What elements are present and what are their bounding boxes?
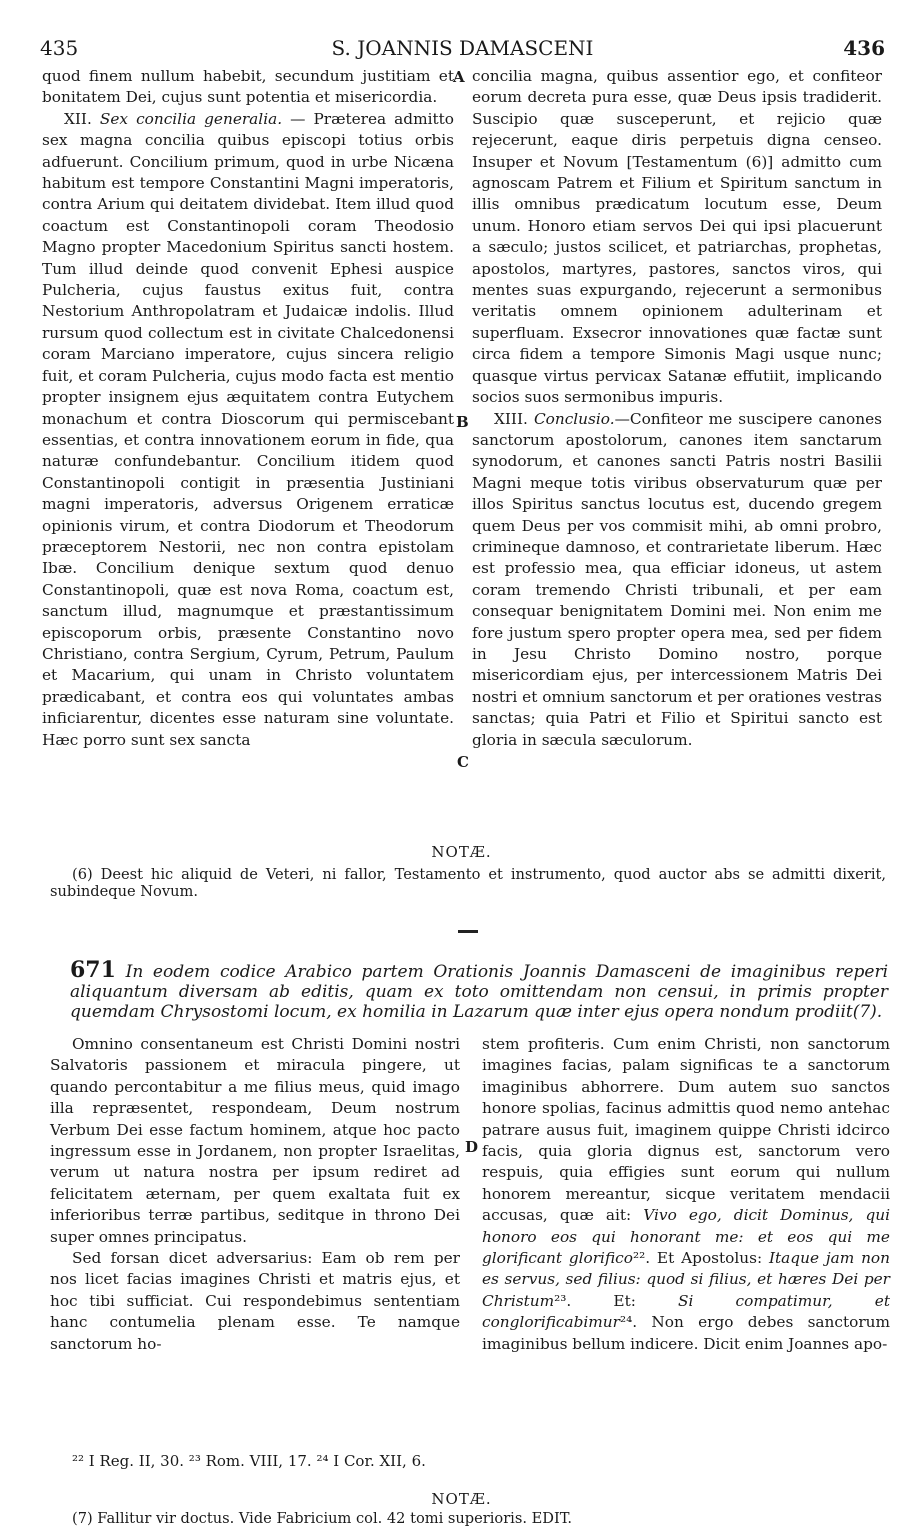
- note-7: [72, 1510, 886, 1527]
- quotation: Itaque jam non es servus, sed filius: quod si filius, et hæres Dei per Christum: [482, 1249, 890, 1310]
- section-heading: Sex concilia generalia.: [99, 109, 283, 128]
- paragraph: [482, 1034, 890, 1355]
- notae-heading: NOTÆ.: [431, 843, 492, 861]
- margin-letter-a: A: [453, 68, 465, 86]
- text-run: ²². Et Apostolus:: [632, 1249, 763, 1268]
- column-number: 671: [70, 957, 116, 983]
- section-label: XIII.: [494, 409, 528, 428]
- quotation: Si compatimur, et conglorificabimur: [482, 1291, 890, 1332]
- text-run: ²³. Et:: [554, 1291, 636, 1310]
- section-text: —Confiteor me suscipere canones sanctorum apostolorum, canones item sanctarum synodorum, et canones sancti Patris nostri Basilii Magni meque totis viribus observaturum quæ per illos Spiritus sanctus locutus est, ducendo gregem quem Deus per vos commisit mihi, ab omni probro, crimineque damnoso, et contrarietate liberum. Hæc est professio mea, qua efficiar idoneus, ut astem coram tremendo Christi tribunali, et per eam consequar benignitatem Domini mei. Non enim me fore justum spero propter opera mea, sed per fidem in Jesu Christo Domino nostro, porque misericordiam ejus, per intercessionem Matris Dei nostri et omnium sanctorum et per orationes vestras sanctas; quia Patri et Filio et Spiritui sancto est gloria in sæcula sæculorum.: [472, 409, 882, 749]
- paragraph-xii: [42, 109, 454, 751]
- note-text: (7) Fallitur vir doctus. Vide Fabricium col. 42 tomi superioris. EDIT.: [72, 1510, 572, 1527]
- section-label: XII.: [64, 109, 92, 128]
- margin-letter-b: B: [456, 413, 469, 431]
- bottom-left-column: [50, 1034, 460, 1355]
- top-left-column: [42, 66, 454, 751]
- quotation: Vivo ego, dicit Dominus, qui honoro eos qui honorant me: et eos qui me glorificant glorifico: [482, 1206, 890, 1268]
- bottom-right-column: [482, 1034, 890, 1355]
- notae-heading: NOTÆ.: [431, 1490, 492, 1508]
- section-text: — Præterea admitto sex magna concilia quibus episcopi totius orbis adfuerunt. Concilium primum, quod in urbe Nicæna habitum est tempore Constantini Magni imperatoris, contra Arium qui deitatem dividebat. Item illud quod coactum est Constantinopoli coram Theodosio Magno propter Macedonium Spiritus sancti hostem. Tum illud deinde quod convenit Ephesi auspice Pulcheria, cujus faustus exitus fuit, contra Nestorium Anthropolatram et Judaicæ indolis. Illud rursum quod collectum est in civitate Chalcedonensi coram Marciano imperatore, cujus sincera religio fuit, et coram Pulcheria, cujus modo facta est mentio propter insignem ejus æquitatem contra Eutychem monachum et contra Dioscorum qui permiscebant essentias, et contra innovationem eorum in fide, qua naturæ confundebantur. Concilium itidem quod Constantinopoli contigit in præsentia Justiniani magni imperatoris, adversus Origenem erraticæ opinionis virum, et contra Diodorum et Theodorum præceptorem Nestorii, nec non contra epistolam Ibæ. Concilium denique sextum quod denuo Constantinopoli, quæ est nova Roma, coactum est, sanctum illud, magnumque et præstantissimum episcoporum orbis, præsente Constantino novo Christiano, contra Sergium, Cyrum, Petrum, Paulum et Macarium, qui unam in Christo voluntatem prædicabant, et contra eos qui voluntates ambas inficiarentur, dicentes esse naturam sine voluntate. Hæc porro sunt sex sancta: [42, 109, 454, 749]
- paragraph: Omnino consentaneum est Christi Domini nostri Salvatoris passionem et miracula pingere, ut quando percontabitur a me filius meus, quid imago illa repræsentet, respondeam, Deum nostrum Verbum Dei esse factum hominem, atque hoc pacto ingressum esse in Jordanem, non propter Israelitas, verum ut natura nostra per ipsum rediret ad felicitatem æternam, per quem exaltata fuit ex inferioribus terræ partibus, seditque in throno Dei super omnes principatus.: [50, 1035, 460, 1246]
- text-run: ²⁴. Non ergo debes sanctorum imaginibus bellum indicere. Dicit enim Joannes apo-: [482, 1313, 890, 1353]
- page-number-left: 435: [40, 36, 79, 60]
- paragraph: concilia magna, quibus assentior ego, et confiteor eorum decreta pura esse, quæ Deus ipsis tradiderit. Suscipio quæ susceperunt, et rejicio quæ rejecerunt, eaque diris perpetuis digna censeo. Insuper et Novum [Testamentum (6)] admitto cum agnoscam Patrem et Filium et Spiritum sanctum in illis omnibus prædicatum locutum esse, Deum unum. Honoro etiam servos Dei qui ipsi placuerunt a sæculo; justos scilicet, et patriarchas, prophetas, apostolos, martyres, pastores, sanctos viros, qui mentes suas expurgando, rejecerunt a sermonibus veritatis omnem opinionem adulterinam et superfluam. Exsecror innovationes quæ factæ sunt circa fidem a tempore Simonis Magi usque nunc; quasque virtus pervicax Satanæ effutiit, implicando socios suos sermonibus impuris.: [472, 67, 882, 407]
- footnote-references: ²² I Reg. II, 30. ²³ Rom. VIII, 17. ²⁴ I Cor. XII, 6.: [72, 1452, 426, 1470]
- paragraph-xiii: [472, 409, 882, 752]
- note-6: [50, 866, 886, 900]
- running-title: S. JOANNIS DAMASCENI: [331, 36, 594, 60]
- margin-letter-c: C: [457, 753, 469, 771]
- text-run: stem profiteris. Cum enim Christi, non sanctorum imagines facias, palam significas te a sanctorum imaginibus abhorrere. Dum autem suo sanctos honore spolias, facinus admittis quod nemo antehac patrare ausus fuit, imaginem quippe Christi idcirco facis, quia gloria dignus est, sanctorum vero respuis, quia effigies sunt eorum qui nullum honorem mereantur, sicque veritatem mendacii accusas, quæ ait:: [482, 1035, 890, 1225]
- margin-letter-d: D: [465, 1138, 479, 1156]
- section-divider: [458, 930, 478, 933]
- note-text: (6) Deest hic aliquid de Veteri, ni fallor, Testamento et instrumento, quod auctor abs se admitti dixerit, subindeque Novum.: [50, 866, 886, 900]
- top-right-column: [472, 66, 882, 751]
- page-number-right: 436: [843, 36, 885, 60]
- section-heading: Conclusio.: [533, 409, 615, 428]
- paragraph: quod finem nullum habebit, secundum justitiam et bonitatem Dei, cujus sunt potentia et misericordia.: [42, 67, 454, 107]
- intro-text: In eodem codice Arabico partem Orationis Joannis Damasceni de imaginibus reperi aliquantum diversam ab editis, quam ex toto omittendam non censui, in primis propter quemdam Chrysostomi locum, ex homilia in Lazarum quæ inter ejus opera nondum prodiit(7).: [70, 962, 889, 1022]
- running-header: [40, 36, 885, 64]
- section-671-intro: [70, 957, 889, 1022]
- paragraph: Sed forsan dicet adversarius: Eam ob rem per nos licet facias imagines Christi et matris ejus, et hoc tibi sufficiat. Cui respondebimus sententiam hanc contumelia plenam esse. Te namque sanctorum ho-: [50, 1249, 460, 1353]
